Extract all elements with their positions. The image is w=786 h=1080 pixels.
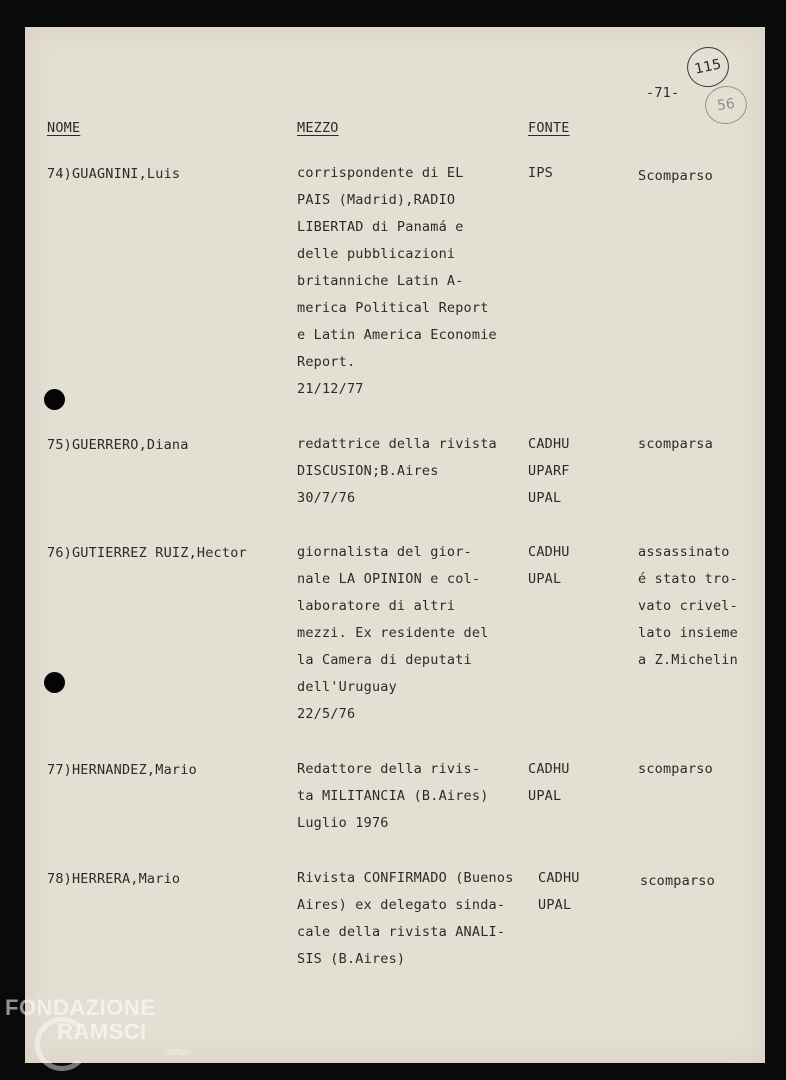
entry-mezzo: giornalista del gior- nale LA OPINION e col- laboratore di altri mezzi. Ex residente del la Camera di deputati dell'Uruguay 22/5/76	[297, 544, 489, 722]
punch-hole	[44, 389, 65, 410]
entry-esito: scomparsa	[638, 436, 713, 452]
entry-fonte: CADHU UPAL	[528, 761, 570, 804]
archive-stamp: 115	[683, 43, 732, 91]
entry-esito: scomparso	[640, 873, 715, 889]
entry-name: 77)HERNANDEZ,Mario	[47, 762, 197, 778]
entry-esito: Scomparso	[638, 168, 713, 184]
entry-name: 78)HERRERA,Mario	[47, 871, 181, 887]
entry-esito: scomparso	[638, 761, 713, 777]
entry-esito: assassinato é stato tro- vato crivel- lato insieme a Z.Michelin	[638, 544, 738, 668]
entry-mezzo: redattrice della rivista DISCUSION;B.Aires 30/7/76	[297, 436, 497, 506]
header-mezzo: MEZZO	[297, 120, 339, 136]
watermark-logo: FONDAZIONE RAMSCI onlus	[5, 995, 155, 1045]
entry-fonte: IPS	[528, 165, 553, 181]
header-fonte: FONTE	[528, 120, 570, 136]
archive-stamp-faded: 56	[703, 83, 750, 126]
entry-mezzo: Redattore della rivis- ta MILITANCIA (B.Aires) Luglio 1976	[297, 761, 489, 831]
entry-name: 76)GUTIERREZ RUIZ,Hector	[47, 545, 247, 561]
entry-fonte: CADHU UPAL	[538, 870, 580, 913]
entry-mezzo: corrispondente di EL PAIS (Madrid),RADIO LIBERTAD di Panamá e delle pubblicazioni britanniche Latin A- merica Political Report e Latin America Economie Report. 21/12/77	[297, 165, 497, 397]
entry-fonte: CADHU UPAL	[528, 544, 570, 587]
entry-mezzo: Rivista CONFIRMADO (Buenos Aires) ex delegato sinda- cale della rivista ANALI- SIS (B.Aires)	[297, 870, 514, 967]
punch-hole	[44, 672, 65, 693]
entry-name: 74)GUAGNINI,Luis	[47, 166, 181, 182]
page-number: -71-	[646, 85, 680, 101]
entry-fonte: CADHU UPARF UPAL	[528, 436, 570, 506]
header-nome: NOME	[47, 120, 81, 136]
g-logo-icon	[35, 1017, 89, 1071]
entry-name: 75)GUERRERO,Diana	[47, 437, 189, 453]
